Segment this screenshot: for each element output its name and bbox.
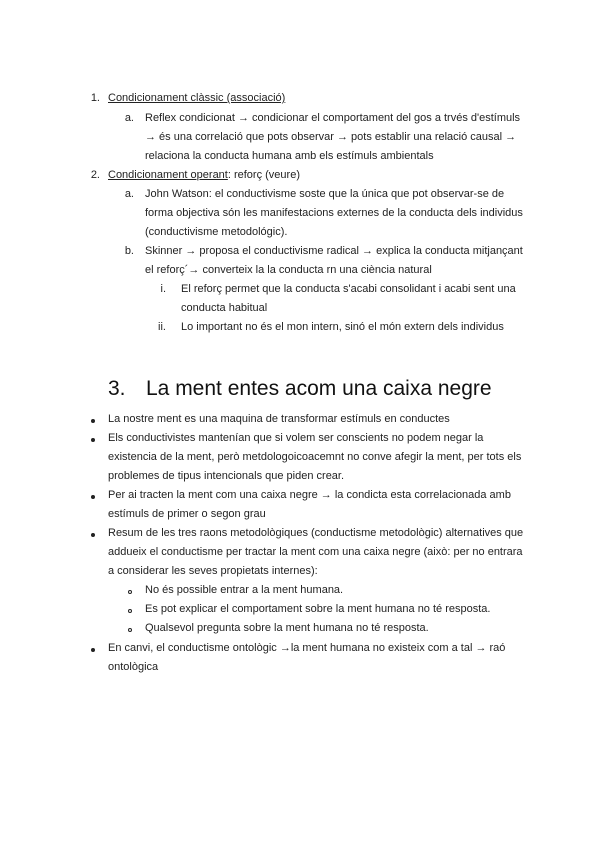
bullet5-line2: ontològica [108,661,159,673]
item2-b-i-label: i. [160,283,166,295]
sub-bullet3: Qualsevol pregunta sobre la ment humana no té resposta. [145,622,429,634]
item2-title-rest: : reforç (veure) [227,169,300,181]
bullet3-line2: estímuls de primer o segon grau [108,508,266,520]
item1-title: Condicionament clàssic (associació) [108,92,286,104]
item2-b-ii-line1: Lo important no és el mon intern, sinó el món extern dels individus [181,321,504,333]
bullet-icon [91,648,95,652]
bullet3-line1: Per ai tracten la ment com una caixa negre → la condicta esta correlacionada amb [108,489,511,501]
item2-a-line3: (conductivisme metodológic). [145,226,288,238]
sub-bullet-icon [128,628,132,632]
bullet1-line1: La nostre ment es una maquina de transformar estímuls en conductes [108,413,450,425]
bullet-icon [91,533,95,537]
item2-b-line2: el reforç´→ converteix la la conducta rn una ciència natural [145,264,432,276]
item2-a-line2: forma objectiva són les manifestacions externes de la conducta dels individus [145,207,523,219]
bullet5-line1: En canvi, el conductisme ontològic →la ment humana no existeix com a tal → raó [108,642,506,654]
sub-bullet-icon [128,609,132,613]
item1-a-line3: relaciona la conducta humana amb els estímuls ambientals [145,150,434,162]
list-number-1: 1. [90,92,100,104]
item2-a-line1: John Watson: el conductivisme soste que la única que pot observar-se de [145,188,505,200]
sub-bullet1: No és possible entrar a la ment humana. [145,584,344,596]
bullet-icon [91,438,95,442]
item2-b-line1: Skinner → proposa el conductivisme radical → explica la conducta mitjançant [145,245,523,257]
list-number-2: 2. [90,169,100,181]
item1-a-line2: → és una correlació que pots observar → pots establir una relació causal → [145,131,517,143]
bullet4-line1: Resum de les tres raons metodològiques (conductisme metodològic) alternatives que [108,527,524,539]
bullet-icon [91,495,95,499]
item2-a-label: a. [124,188,134,200]
item1-a-label: a. [124,112,134,124]
item1-a-line1: Reflex condicionat → condicionar el comportament del gos a trvés d'estímuls [145,112,521,124]
sub-bullet2: Es pot explicar el comportament sobre la ment humana no té resposta. [145,603,491,615]
item2-title-line [108,169,300,182]
sub-bullet-icon [128,590,132,594]
bullet2-line2: existencia de la ment, però metdologoicoacemnt no conve afegir la ment, per tots els [108,451,522,463]
bullet2-line1: Els conductivistes mantenían que si volem ser conscients no podem negar la [108,432,484,444]
bullet-icon [91,419,95,423]
bullet4-line3: a considerar les seves propietats internes): [108,565,318,577]
item2-b-i-line1: El reforç permet que la conducta s'acabi consolidant i acabi sent una [181,283,516,295]
section3-title: La ment entes acom una caixa negre [146,377,492,400]
bullet4-line2: addueix el conductisme per tractar la ment com una caixa negre (això: per no entrara [108,546,523,558]
item2-title: Condicionament operant [108,169,228,181]
item2-b-i-line2: conducta habitual [181,302,268,314]
section3-number: 3. [108,377,126,400]
item2-b-label: b. [124,245,134,257]
item2-b-ii-label: ii. [158,321,166,333]
bullet2-line3: problemes de tipus intencionals que piden crear. [108,470,345,482]
